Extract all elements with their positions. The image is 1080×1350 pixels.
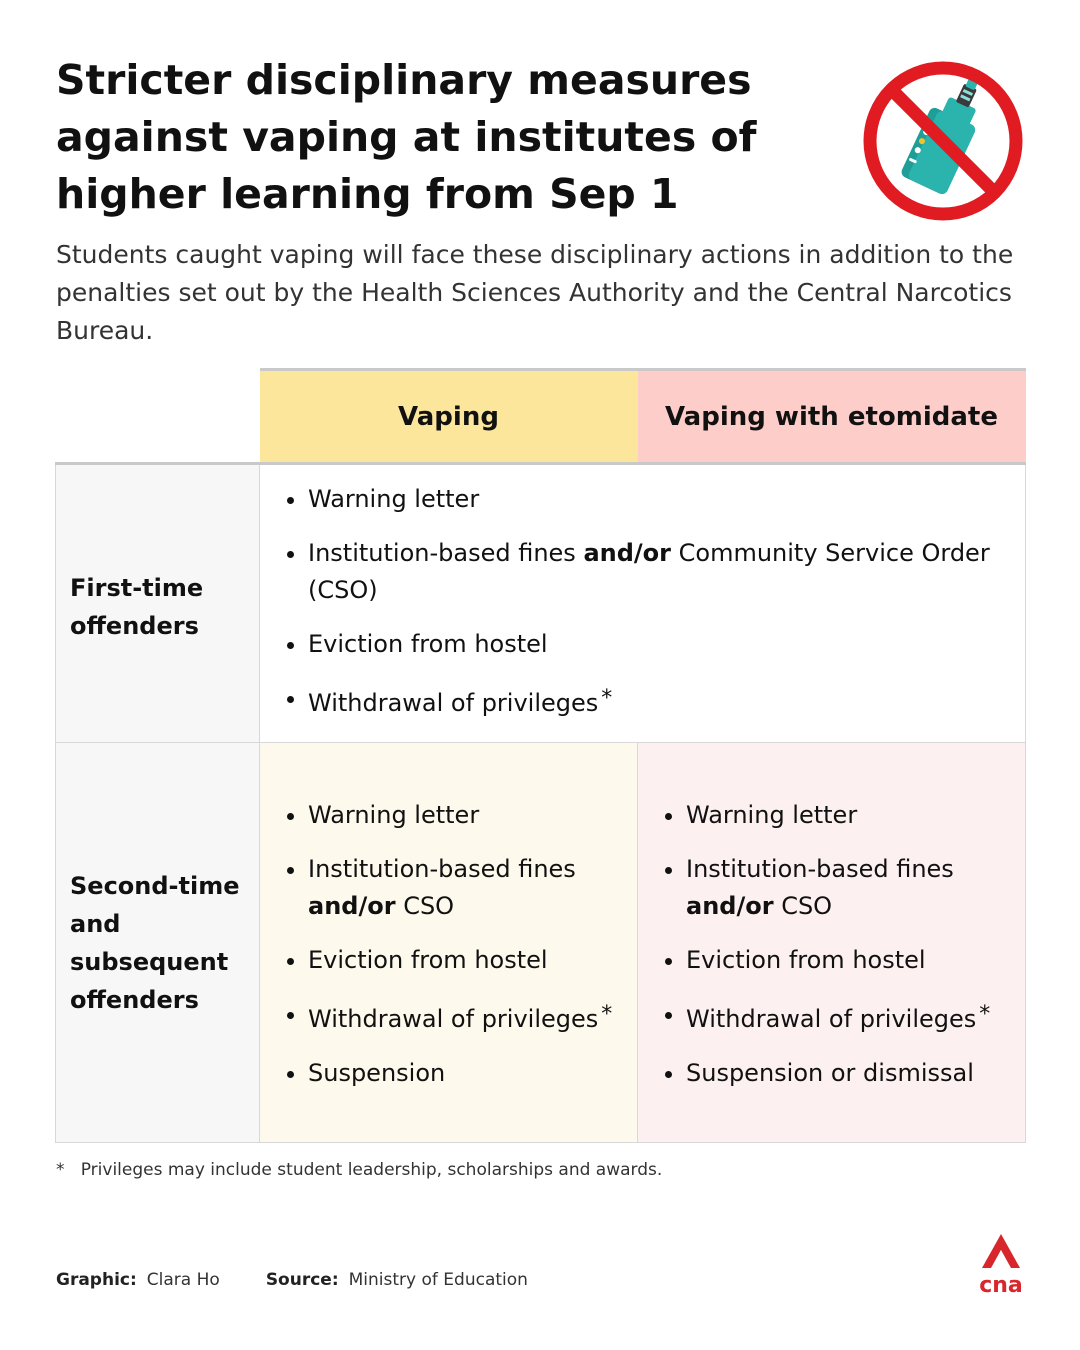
list-item xyxy=(284,626,1005,663)
table-row-second-time xyxy=(56,743,1026,1143)
footnote-marker: * xyxy=(601,1002,613,1027)
measure-text: Warning letter xyxy=(686,801,858,829)
first-time-measures-cell xyxy=(260,464,1026,743)
measure-text: Eviction from hostel xyxy=(308,630,548,658)
footnote-marker: * xyxy=(56,1160,65,1180)
second-time-vaping-list xyxy=(284,797,617,1092)
list-item xyxy=(284,996,617,1038)
list-item xyxy=(284,680,1005,722)
list-item xyxy=(284,1055,617,1092)
source-credit: Ministry of Education xyxy=(348,1270,528,1290)
measure-text: Community Service Order (CSO) xyxy=(308,539,990,604)
measure-text: Suspension or dismissal xyxy=(686,1059,974,1087)
credits xyxy=(56,1270,574,1290)
measure-connector: and/or xyxy=(308,892,396,920)
second-time-etomidate-list xyxy=(662,797,1007,1092)
measure-text: Eviction from hostel xyxy=(686,946,926,974)
column-header-vaping: Vaping xyxy=(260,370,638,464)
list-item xyxy=(662,996,1007,1038)
measure-text: CSO xyxy=(395,892,455,920)
measure-text: Institution-based fines xyxy=(308,855,576,883)
measure-connector: and/or xyxy=(583,539,671,567)
measure-text: Withdrawal of privileges xyxy=(308,1005,599,1033)
source-label: Source: xyxy=(265,1270,339,1290)
row-label-first-time-offenders: First-time offenders xyxy=(56,464,260,743)
disciplinary-table xyxy=(55,368,1026,1143)
footnote-marker: * xyxy=(979,1002,991,1027)
measure-text: Warning letter xyxy=(308,485,480,513)
second-time-etomidate-cell xyxy=(638,743,1026,1143)
list-item xyxy=(662,797,1007,834)
cna-logo xyxy=(974,1232,1028,1296)
list-item xyxy=(662,942,1007,979)
svg-text:cna: cna xyxy=(979,1273,1023,1296)
measure-text: CSO xyxy=(773,892,833,920)
graphic-credit: Clara Ho xyxy=(146,1270,220,1290)
measure-text: Suspension xyxy=(308,1059,446,1087)
list-item xyxy=(284,535,1005,609)
measure-text: Warning letter xyxy=(308,801,480,829)
measure-text: Eviction from hostel xyxy=(308,946,548,974)
footnote-marker: * xyxy=(601,686,613,711)
list-item xyxy=(662,1055,1007,1092)
list-item xyxy=(284,851,617,925)
measure-text: Institution-based fines xyxy=(686,855,954,883)
column-header-vaping-with-etomidate: Vaping with etomidate xyxy=(638,370,1026,464)
measure-text: Withdrawal of privileges xyxy=(308,689,599,717)
list-item xyxy=(284,797,617,834)
measure-text: Institution-based fines xyxy=(308,539,584,567)
row-label-second-time-offenders: Second-time and subsequent offenders xyxy=(56,743,260,1143)
page-title: Stricter disciplinary measures against vaping at institutes of higher learning from Sep 1 xyxy=(56,56,757,218)
list-item xyxy=(662,851,1007,925)
measure-connector: and/or xyxy=(686,892,774,920)
graphic-label: Graphic: xyxy=(56,1270,137,1290)
measure-text: Withdrawal of privileges xyxy=(686,1005,977,1033)
footnote xyxy=(56,1160,662,1180)
no-vaping-icon xyxy=(860,58,1026,224)
list-item xyxy=(284,481,1005,518)
second-time-vaping-cell xyxy=(260,743,638,1143)
table-header-row xyxy=(56,370,1026,464)
list-item xyxy=(284,942,617,979)
subtitle: Students caught vaping will face these disciplinary actions in addition to the penalties set out by the Health Sciences Authority and the Central Narcotics Bureau. xyxy=(56,240,1014,345)
footnote-text: Privileges may include student leadership, scholarships and awards. xyxy=(80,1160,663,1180)
header-empty-cell xyxy=(56,370,260,464)
table-row-first-time xyxy=(56,464,1026,743)
first-time-measures-list xyxy=(284,481,1005,722)
